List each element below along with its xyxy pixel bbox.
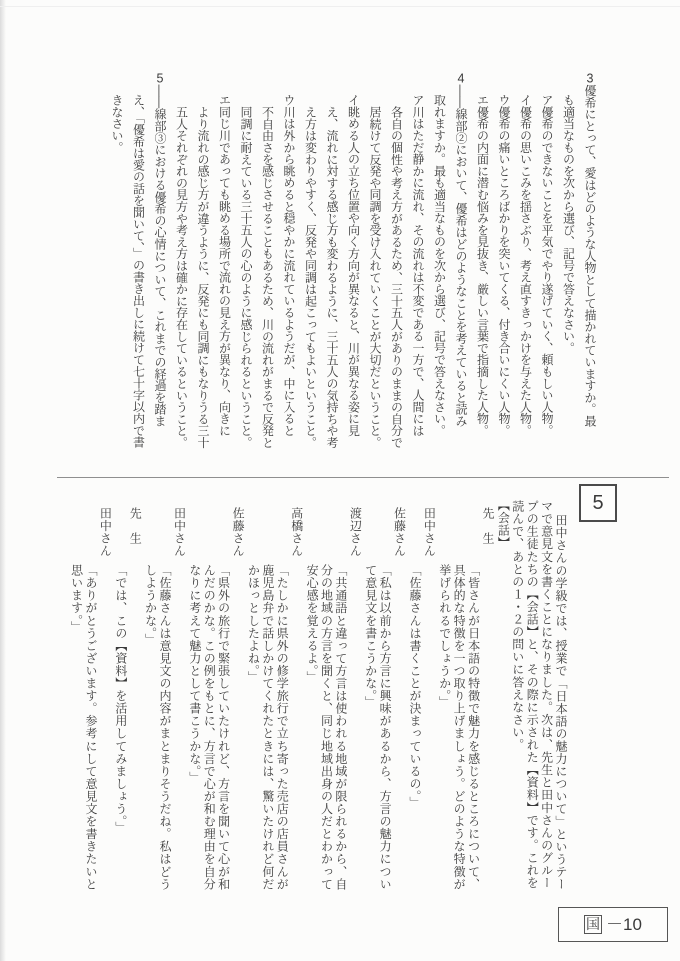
question-4-prompt-line-1: 4――線部②において、優希はどのようなことを考えていると読み: [454, 72, 468, 427]
question-4-choice-a: ア川はただ静かに流れ、その流れは不変である一方で、人間には: [411, 94, 425, 437]
speech-line: 挙げられるでしょうか。」: [437, 564, 452, 709]
kaiwa-heading: 【会話】: [496, 499, 511, 550]
question-3: [471, 72, 600, 448]
intro-line-3: プの生徒たちの【会話】と、その際に示された【資料】です。これを: [525, 500, 540, 890]
speaker-name: 田中さん: [98, 507, 113, 558]
speech-line: 「ありがとうございます。参考にして意見文を書きたいと: [84, 564, 98, 891]
speech-line: 安心感を覚えるよ。」: [305, 564, 320, 684]
question-4-choice-i: イ眺める人の立ち位置や向く方向が異なると、川が異なる姿に見: [346, 94, 361, 437]
choice-label-u: ウ: [497, 94, 511, 106]
question-3-choice-a: ア優希のできないことを平気でやり遂げていく、頼もしい人物。: [540, 94, 554, 437]
intro-line-4: 読んで、あとの１・２の問いに答えなさい。: [510, 500, 525, 751]
dialogue-row-sato-1: [363, 497, 406, 891]
speaker-name: 渡辺さん: [348, 507, 363, 558]
dialogue-row-takahashi: [246, 497, 304, 891]
speech-line: 「皆さんが日本語の特徴で魅力を感じるところについて、: [466, 564, 481, 891]
speech-line: 「佐藤さんは意見文の内容がまとまりそうだね。私はどう: [158, 564, 173, 891]
question-5-prompt-line-1: 5――線部③における優希の心情について、これまでの経過を踏ま: [153, 72, 167, 427]
speech-line: 「共通語と違って方言は使われる地域が限られるから、自: [333, 564, 348, 891]
question-4-choice-e-line-3: 五人それぞれの見方や考え方は確かに存在しているということ。: [174, 106, 189, 449]
speech: [187, 497, 230, 891]
intro-line-2: マで意見文を書くことになりました。次は、先生と田中さんのグルー: [539, 500, 554, 890]
section-intro: [510, 497, 568, 891]
speech-line: 「佐藤さんは書くことが決まっているの。」: [407, 564, 422, 809]
choice-label-a: ア: [411, 94, 425, 106]
speech: [113, 497, 127, 891]
question-4-choice-i-line-3: え方は変わりやすく、反発や同調は起こってもよいということ。: [303, 106, 318, 449]
questions-area: [106, 72, 601, 448]
question-4-choice-a-line-2: 各自の個性や考え方があるため、三十五人がありのままの自分で: [389, 106, 404, 449]
question-5-number: 5: [156, 72, 164, 85]
choice-label-u: ウ: [282, 94, 296, 106]
dialogue-row-watanabe: [305, 497, 363, 891]
question-4-choice-e-line-2: より流れの感じ方が違うように、反発にも同調にもなりうる三十: [196, 106, 210, 449]
speech: [143, 497, 172, 891]
dialogue-row-teacher-1: [437, 497, 495, 891]
question-5-prompt-line-2: え、「優希は愛の話を聞いて、」の書き出しに続けて七十字以内で書: [131, 94, 146, 448]
speech-line: 鹿児島弁で話しかけてくれたときには、驚いたけれど何だ: [260, 564, 275, 891]
speaker-name: 佐藤さん: [231, 507, 246, 558]
speech-line: 「県外の旅行で緊張していたけれど、方言を聞いて心が和: [216, 564, 231, 891]
speech: [408, 497, 422, 891]
question-5-prompt-line-3: きなさい。: [110, 94, 124, 154]
speech-line: んだのかな。この例をもとに、方言で心が和む理由を自分: [202, 564, 217, 891]
question-4-number: 4: [457, 72, 465, 85]
question-4-prompt-line-2: 取れますか。最も適当なものを次から選び、記号で答えなさい。: [432, 94, 447, 437]
speech-line: 分の地域の方言を聞くと、同じ地域出身の人だとわかって: [319, 564, 334, 891]
choice-label-e: エ: [217, 94, 232, 106]
section-divider-line: [57, 477, 669, 478]
question-5: [106, 72, 171, 448]
speech-line: て意見文を書こうかな。」: [363, 564, 378, 709]
scan-edge-line: [0, 6, 680, 7]
choice-label-i: イ: [518, 94, 533, 106]
speaker-name: 田中さん: [172, 507, 187, 558]
speech-line: かほっとしたよね。」: [246, 564, 261, 684]
speech: [437, 497, 480, 891]
intro-line-1: 田中さんの学級では、授業で「日本語の魅力について」というテー: [554, 514, 568, 891]
choice-label-i: イ: [346, 94, 361, 106]
question-3-number: 3: [586, 72, 594, 85]
section-number-box: [579, 484, 617, 522]
speech-line: しようかな。」: [143, 564, 158, 646]
speech-line: 具体的な特徴を一つ取り上げましょう。どのような特徴が: [452, 564, 467, 891]
speech-line: 「私は以前から方言に興味があるから、方言の魅力につい: [378, 564, 393, 891]
section-number: 5: [592, 492, 604, 514]
choice-label-a: ア: [540, 94, 554, 106]
speech: [69, 497, 98, 891]
speech: [363, 497, 392, 891]
scan-edge-shadow: [0, 0, 6, 961]
dialogue-row-teacher-2: [113, 497, 142, 891]
question-4-choice-u-line-3: 同調に耐えている三十五人の心のように感じられるということ。: [239, 106, 253, 449]
speaker-name: 佐藤さん: [392, 507, 407, 558]
question-3-prompt-line-1: 3優希にとって、愛はどのような人物として描かれていますか。最: [583, 72, 597, 427]
dialogue-row-tanaka-1: [408, 497, 437, 891]
question-4-choice-i-line-2: え、流れに対する感じ方も変わるように、三十五人の気持ちや考: [325, 106, 339, 449]
speaker-name: 先 生: [480, 507, 495, 545]
speaker-name: 先 生: [128, 507, 143, 545]
dialogue-row-tanaka-3: [69, 497, 112, 891]
conversation-area: [69, 497, 568, 891]
speech: [246, 497, 289, 891]
question-3-choice-e: エ優希の内面に潜む悩みを見抜き、厳しい言葉で指摘した人物。: [475, 94, 490, 437]
speaker-name: 高橋さん: [289, 507, 304, 558]
dialogue-row-sato-2: [187, 497, 245, 891]
question-4-choice-u: ウ川は外から眺めると穏やかに流れているようだが、中に入ると: [282, 94, 296, 437]
choice-label-e: エ: [475, 94, 490, 106]
speech-line: 「では、この【資料】を活用してみましょう。」: [113, 564, 128, 835]
speech-line: 思います。」: [69, 564, 84, 634]
speech-line: 「たしかに県外の修学旅行で立ち寄った売店の店員さんが: [275, 564, 290, 891]
question-4: [170, 72, 471, 448]
speech-line: なりに考えて魅力として書こうかな。」: [187, 564, 202, 784]
speaker-name: 田中さん: [422, 507, 437, 558]
question-4-choice-a-line-3: 居続けて反発や同調を受け入れていくことが大切だということ。: [368, 106, 382, 449]
question-3-prompt-line-2: も適当なものを次から選び、記号で答えなさい。: [561, 94, 576, 354]
question-3-choice-u: ウ優希の痛いところばかりを突いてくる、付き合いにくい人物。: [497, 94, 511, 437]
dialogue-row-tanaka-2: [143, 497, 186, 891]
question-3-choice-i: イ優希の思いこみを揺さぶり、考え直すきっかけを与えた人物。: [518, 94, 533, 437]
subject-label: 国: [586, 916, 601, 932]
speech: [305, 497, 348, 891]
page-number-box: [558, 907, 668, 942]
question-4-choice-u-line-2: 不自由さを感じさせることもあるため、川の流れがまるで反発と: [260, 106, 275, 449]
page-number: －10: [606, 915, 642, 934]
question-4-choice-e: エ同じ川であっても眺める場所で流れの見え方が異なり、向きに: [217, 94, 232, 437]
